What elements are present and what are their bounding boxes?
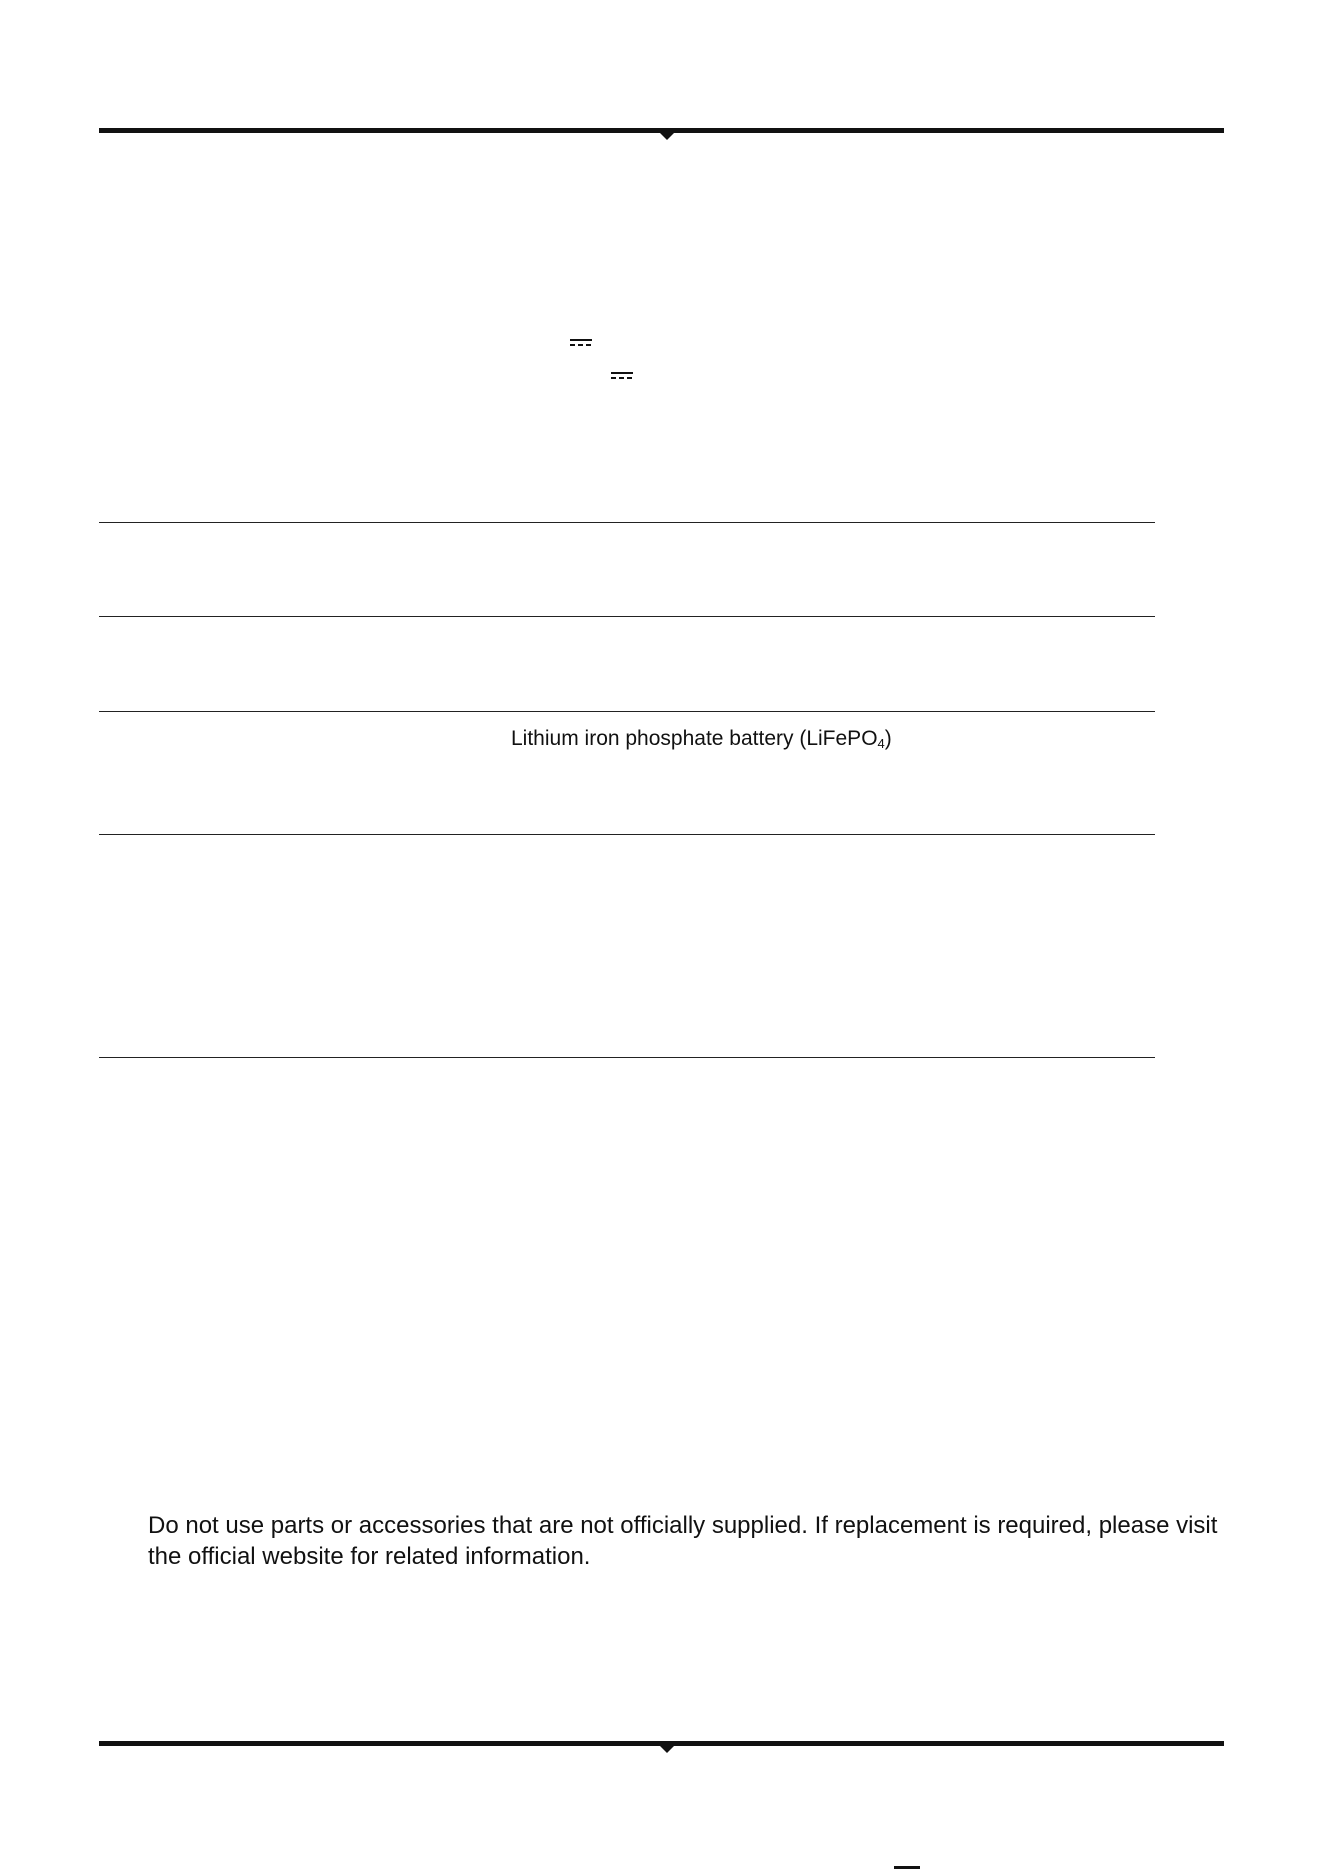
battery-type-value: Lithium iron phosphate battery (LiFePO$_4$) [511, 727, 892, 751]
notice-line: the official website for related information. [148, 1543, 591, 1570]
dc-current-icon [611, 372, 633, 380]
table-rule [99, 711, 1155, 712]
footer-rule-notch [660, 1746, 674, 1753]
header-rule-notch [660, 133, 674, 140]
table-rule [99, 1057, 1155, 1058]
accessory-notice [148, 1510, 1228, 1572]
page-edge-mark [894, 1866, 920, 1869]
table-rule [99, 616, 1155, 617]
table-rule [99, 522, 1155, 523]
table-rule [99, 834, 1155, 835]
dc-current-icon [570, 339, 592, 347]
notice-line: Do not use parts or accessories that are not officially supplied. If replacement is required, please visit [148, 1512, 1218, 1539]
